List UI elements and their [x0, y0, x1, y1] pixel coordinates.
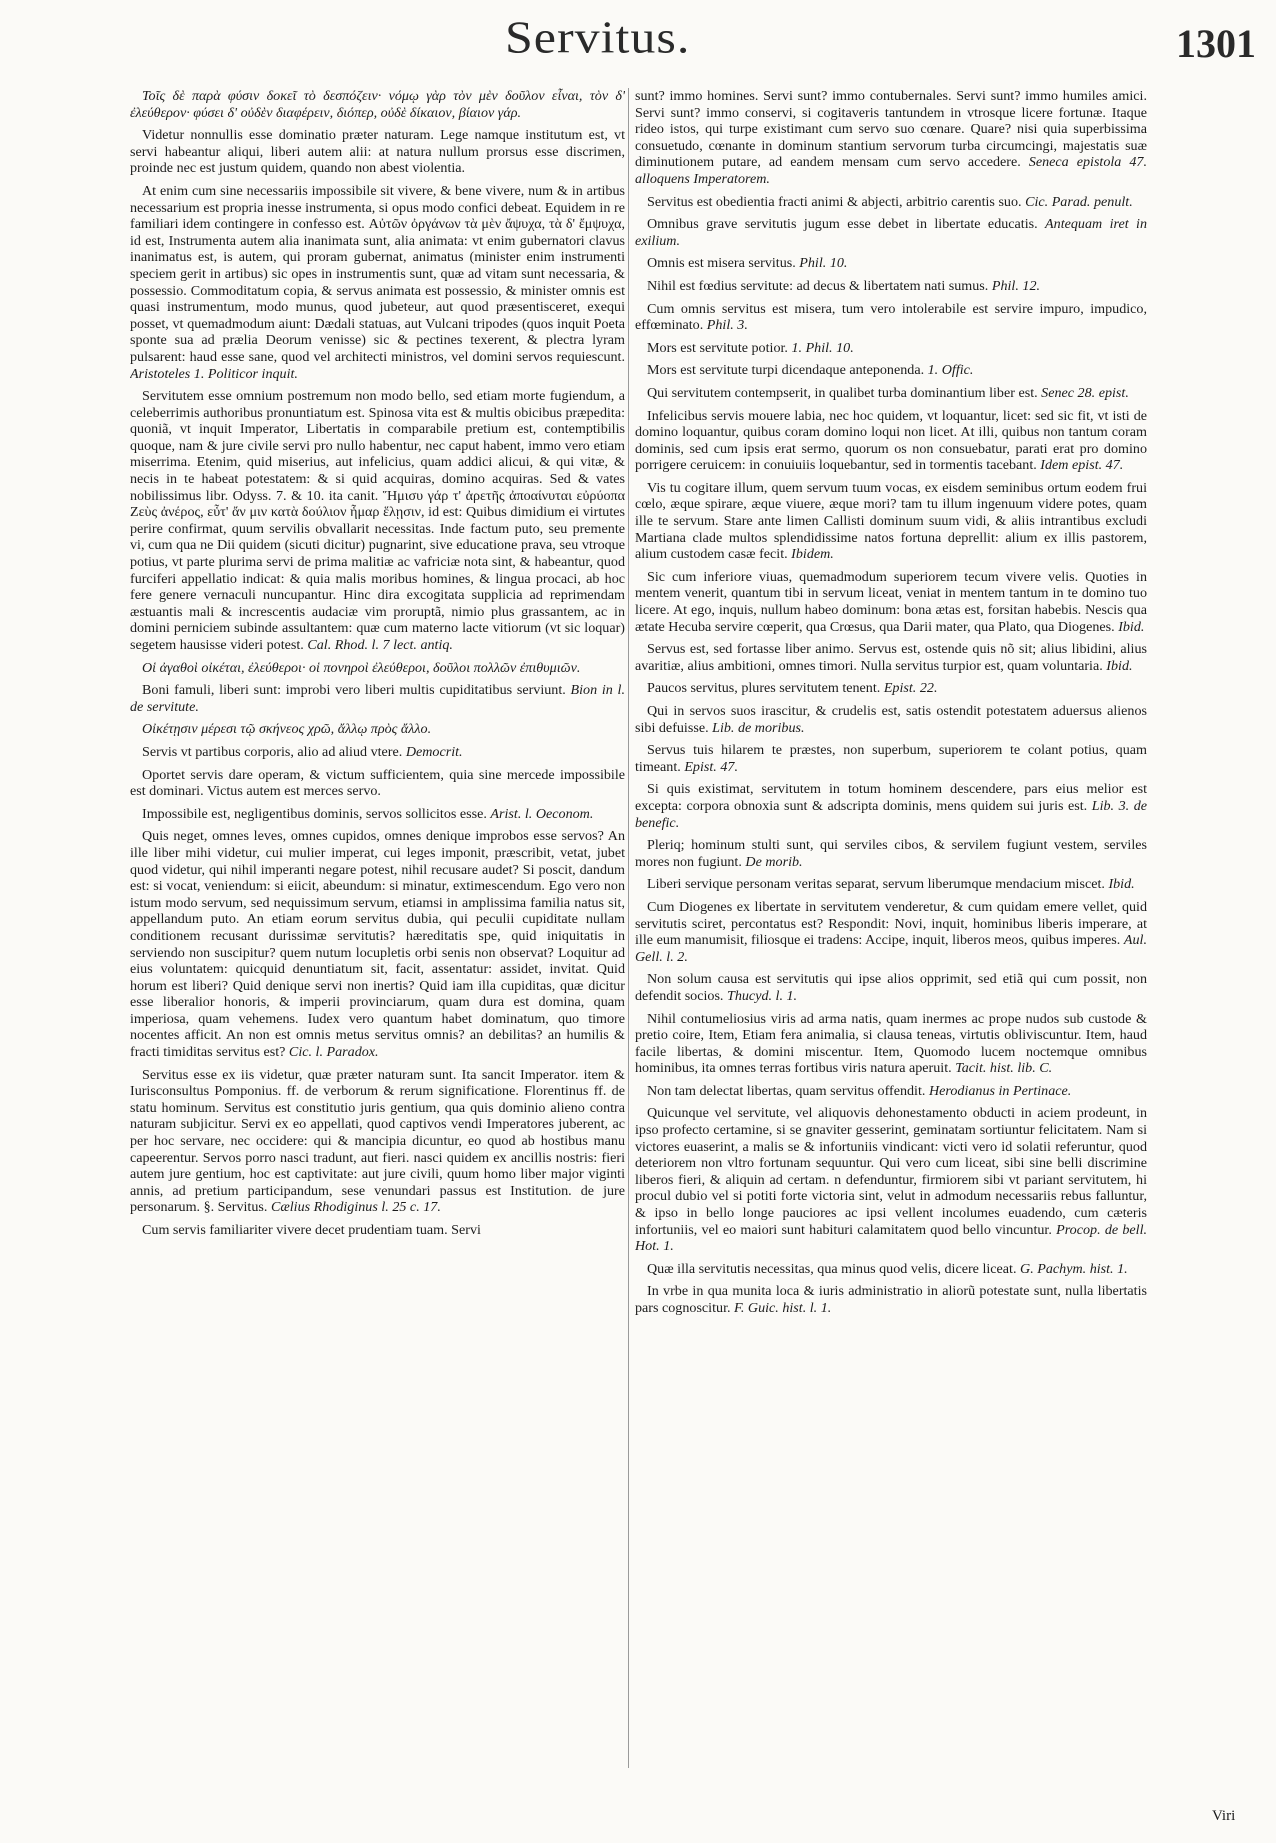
text-entry [635, 781, 1147, 831]
text-entry [635, 703, 1147, 736]
entry-text: Cum omnis servitus est misera, tum vero intolerabile est servire impuro, impudico, effœminato. [635, 300, 1147, 334]
text-entry [130, 744, 625, 761]
entry-text: Οἰκέτῃσιν μέρεσι τῷ σκήνεος χρῶ, ἄλλῳ πρὸς ἄλλο. [142, 721, 432, 738]
entry-source: Epist. 47. [684, 758, 738, 775]
entry-text: Mors est servitute turpi dicendaque anteponenda. [647, 362, 925, 379]
text-entry [635, 569, 1147, 635]
text-entry [635, 899, 1147, 965]
column-divider [628, 88, 629, 1768]
entry-text: Servis vt partibus corporis, alio ad aliud vtere. [142, 743, 403, 760]
entry-text: Qui servitutem contempserit, in qualibet turba dominantium liber est. [647, 384, 1038, 401]
text-entry [130, 721, 625, 738]
entry-text: At enim cum sine necessariis impossibile sit vivere, & bene vivere, num & in artibus necessarium est propria inesse instrumenta, si opus modo confici debeat. Equidem in re familiari idem contingere in confesso est. Αὐτῶν ὀργάνων τὰ μὲν ἄψυχα, τὰ δ' ἔμψυχα, id est, Instrumenta autem alia inanimata sunt, alia animata: vt enim gubernatori clavus inanimatus est, is autem, qui proram gubernat, animatus (minister enim instrumenti speciem gerit in artibus) sic opes in instrumentis sunt, quæ ad vitam sunt necessaria, & possessio. Commoditatum copia, & servus animata est possessio, & minister omnis est quasi instrumentum, modo munus, quod jubeteur, aut quod præsentisceret, exequi posset, vt quemadmodum aiunt: Dædali statuas, aut Vulcani tripodes (quos inquit Poeta sponte sua ad prælia Deorum venisse) sic & pectines texerent, & plectra lyram pulsarent: haud esse sane, quod vel architecti ministros, vel domini servos requiescunt. [130, 182, 625, 365]
entry-source: Tacit. hist. lib. C. [955, 1060, 1053, 1077]
entry-text: Infelicibus servis mouere labia, nec hoc quidem, vt loquantur, licet: sed sic fit, vt isti de domino loquantur, quibus coram domino loqui non licet. At illi, quibus non tantum coram dominis, sed cum ipsis erat sermo, quorum os non consuebatur, parati erat pro domino porrigere ceruicem: in conuiuiis loquebantur, sed in tormentis tacebant. [635, 407, 1147, 474]
catchword: Viri [1212, 1808, 1236, 1824]
text-entry [635, 278, 1147, 295]
text-entry [635, 194, 1147, 211]
entry-text: Non solum causa est servitutis qui ipse alios opprimit, sed etiã qui cum possit, non defendit socios. [635, 971, 1147, 1004]
entry-source: Aul. Gell. l. 2. [635, 932, 1147, 965]
entry-text: Liberi servique personam veritas separat, servum liberumque mendacium miscet. [647, 876, 1105, 893]
text-entry [130, 88, 625, 121]
text-entry [635, 680, 1147, 697]
entry-text: Paucos servitus, plures servitutem tenent. [647, 680, 881, 697]
text-entry [635, 742, 1147, 775]
entry-text: Si quis existimat, servitutem in totum hominem descendere, pars eius melior est excepta: corpora obnoxia sunt & adscripta dominis, mens quidem sui juris est. [635, 781, 1147, 814]
entry-source: 1. Offic. [927, 362, 974, 379]
entry-source: G. Pachym. hist. 1. [1020, 1260, 1128, 1277]
entry-source: 1. Phil. 10. [791, 339, 854, 356]
entry-text: Pleriq; hominum stulti sunt, qui serviles cibos, & servilem fugiunt vestem, serviles mores non fugiunt. [635, 837, 1147, 870]
text-entry [130, 1067, 625, 1216]
entry-text: Impossibile est, negligentibus dominis, servos sollicitos esse. [142, 805, 487, 822]
entry-source: Phil. 10. [799, 255, 848, 272]
text-entry [130, 1222, 625, 1239]
entry-text: Cum Diogenes ex libertate in servitutem venderetur, & cum quidam emere vellet, quid servitutis sciret, percontatus est? Respondit: Novi, inquit, hominibus liberis imperare, at ille eum manumisit, filiosque ei tradens: Accipe, inquit, liberos meos, quibus imperes. [635, 898, 1147, 949]
text-entry [130, 828, 625, 1060]
text-entry [635, 216, 1147, 249]
text-entry [635, 876, 1147, 893]
entry-source: Lib. de moribus. [712, 719, 805, 736]
entry-text: Sic cum inferiore viuas, quemadmodum superiorem tecum vivere velis. Quoties in mentem venerit, quantum tibi in servum liceat, veniat in mentem tantum in te domino tuo licere. At ego, inquis, nullum habeo dominum: bona ætas est, forsitan habebis. Nescis qua ætate Hecuba servire cœperit, qua Crœsus, qua Darii mater, qua Plato, qua Diogenes. [635, 568, 1147, 635]
text-entry [130, 127, 625, 177]
entry-source: Democrit. [405, 743, 463, 760]
entry-text: Videtur nonnullis esse dominatio præter naturam. Lege namque institutum est, vt servi habeantur aliqui, liberi autem alii: at natura nullum prorsus esse discrimen, proinde nec est justum quidem, quando non abest violentia. [130, 127, 625, 177]
entry-text: Nihil est fœdius servitute: ad decus & libertatem nati sumus. [647, 277, 989, 294]
entry-source: Ibid. [1106, 657, 1133, 674]
entry-source: F. Guic. hist. l. 1. [734, 1300, 832, 1316]
text-entry [635, 408, 1147, 474]
page-header [0, 8, 1276, 78]
entry-text: Quicunque vel servitute, vel aliquovis dehonestamento obducti in aciem prodeunt, in ipso profecto certamine, si se gnaviter gesserint, geminatam sortiuntur felicitatem. Nam si victores euaserint, a malis se & infortuniis vindicant: victi vero id solatii referuntur, quod deteriorem non vltro fortunam sequuntur. Qui vero cum liceat, sibi sine belli discrimine liberos fieri, & aliquin ad certam. n defenduntur, firmiorem sibi vt pariant servitutem, hi procul dubio vel si potiti forte victoria sint, velut in admodum necessariis rebus falluntur, & ipso in bello longe pauciores ac ipsi vellent incolumes euadendo, cum cæteris infortuniis, vel eo maiori sunt habituri calamitatem quod bello vincuntur. [635, 1105, 1147, 1238]
text-entry [635, 971, 1147, 1004]
entry-text: Οἱ ἀγαθοὶ οἰκέται, ἐλεύθεροι· οἱ πονηροὶ ἐλεύθεροι, δοῦλοι πολλῶν ἐπιθυμιῶν. [142, 659, 581, 676]
text-entry [130, 660, 625, 677]
entry-text: Qui in servos suos irascitur, & crudelis est, satis ostendit potestatem aduersus alienos sibi defuisse. [635, 703, 1147, 736]
entry-text: Oportet servis dare operam, & victum sufficientem, quia sine mercede impossibile est dominari. Victus autem est merces servo. [130, 766, 625, 800]
entry-text: sunt? immo homines. Servi sunt? immo contubernales. Servi sunt? immo humiles amici. Servi sunt? immo conservi, si cogitaveris tantundem in vtrosque licere fortunæ. Itaque rideo istos, qui turpe existimant cum servo suo cœnare. Quare? nisi quia superbissima consuetudo, cœnante in dominum stantium servorum turba circumcingi, majestatis suæ diminutionem putare, ad eandem mensam cum servo accedere. [635, 88, 1147, 171]
entry-text: Nihil contumeliosius viris ad arma natis, quam inermes ac prope nudos sub custode & pretio coire, Item, Etiam fera animalia, si clausa teneas, virtutis obliviscuntur. Item, haud facile libertas, & domini miscentur. Item, Quomodo lucem noctemque omnibus hominibus, ita omnes terras fortibus viris natura aperuit. [635, 1010, 1147, 1077]
entry-text: Servitutem esse omnium postremum non modo bello, sed etiam morte fugiendum, a celeberrimis authoribus pronuntiatum est. Spinosa vita est & multis obicibus præpedita: quoniã, vt inquit Imperator, Libertatis in comparabile pretium est, contemptibilis quoque, nam & jure civile servi pro nullo habentur, nec caput habent, immo vero etiam miserrima. Etenim, quid miserius, aut infelicius, quam addici alicui, & qui vitæ, & necis in te habeat potestatem: & si quid acquiras, domino acquiras. Sed & vates nobilissimus libr. Odyss. 7. & 10. ita canit. Ἥμισυ γάρ τ' ἀρετῆς ἀποαίνυται εὐρύοπα Ζεὺς ἀνέρος, εὖτ' ἄν μιν κατὰ δούλιον ἦμαρ ἕλῃσιν, id est: Quibus dimidium ei virtutes perire confirmat, quum servilis obvallarit necessitas. Inde factum puto, seu premente vi, cum qua ne Dii quidem (sicuti dicitur) pugnarint, sive educatione prava, seu vtroque potius, vt parte plurima servi de prima malitiæ ac vafriciæ nota sint, & habeantur, quod furciferi appellatio indicat: & quia malis moribus homines, & lingua procaci, ab hoc fere genere vernaculi nuncupantur. Hinc dira excogitata supplicia ad reprimendam æstuantis mali & increscentis audaciæ vim proruptã, nimio plus grassantem, ac in domini perniciem subinde assultantem: quæ cum materno lacte vitiorum (vt sic loquar) segetem hausisse videri potest. [130, 388, 625, 653]
entry-source: Phil. 3. [706, 317, 748, 334]
text-entry [130, 388, 625, 654]
entry-source: Bion in l. de servitute. [130, 682, 625, 715]
entry-source: Ibid. [1108, 876, 1135, 893]
page-number: 1301 [1176, 21, 1256, 66]
text-entry [635, 480, 1147, 563]
entry-source: Antequam iret in exilium. [635, 216, 1147, 249]
entry-source: Lib. 3. de benefic. [635, 797, 1147, 831]
entry-source: Herodianus in Pertinace. [928, 1082, 1072, 1099]
running-title: Servitus. [505, 11, 691, 63]
entry-text: Non tam delectat libertas, quam servitus offendit. [647, 1082, 926, 1099]
entry-text: Boni famuli, liberi sunt: improbi vero liberi multis cupiditatibus serviunt. [142, 682, 566, 699]
entry-source: Cælius Rhodiginus l. 25 c. 17. [270, 1199, 441, 1216]
text-entry [635, 362, 1147, 379]
entry-source: De morib. [745, 853, 803, 870]
text-entry [635, 88, 1147, 188]
text-entry [635, 837, 1147, 870]
entry-source: Procop. de bell. Hot. 1. [635, 1221, 1147, 1255]
text-entry [130, 806, 625, 823]
text-entry [130, 183, 625, 382]
text-entry [635, 385, 1147, 402]
entry-source: Cal. Rhod. l. 7 lect. antiq. [307, 637, 453, 653]
entry-text: Servitus esse ex iis videtur, quæ præter naturam sunt. Ita sancit Imperator. item & Iurisconsultus Pomponius. ff. de verborum & rerum significatione. Florentinus ff. de statu hominum. Servitus est constitutio juris gentium, qua quis dominio alieno contra naturam subjicitur. Servi ex eo appellati, quod captivos vendi Imperatores juberent, ac per hoc servare, nec occidere: qui & mancipia dicuntur, eo quod ab hostibus manu capeerentur. Servos porro nasci tradunt, aut fieri. nasci quidem ex ancillis nostris: fieri autem jure gentium, hoc est captivitate: aut jure civili, quum homo liber major viginti annis, ad pretium participandum, sese venundari passus est Institution. de jure personarum. §. Servitus. [130, 1066, 625, 1216]
text-entry [635, 1261, 1147, 1278]
entry-text: Cum servis familiariter vivere decet prudentiam tuam. Servi [142, 1222, 481, 1238]
entry-text: Vis tu cogitare illum, quem servum tuum vocas, ex eisdem seminibus ortum eodem frui cœlo, æque spirare, æque viuere, æque mori? tam tu illum ingenuum videre potes, quam ille te servum. Stare ante limen Callisti dominum suum vidi, & aliis intrantibus excludi Martiana clade multos splendidissime natos fortuna deprellit: alium ex illis pastorem, alium custodem casæ fecit. [635, 479, 1147, 563]
entry-source: Phil. 12. [991, 277, 1041, 294]
text-entry [130, 767, 625, 800]
entry-source: Cic. l. Paradox. [288, 1044, 379, 1061]
entry-text: Τοῖς δὲ παρὰ φύσιν δοκεῖ τὸ δεσπόζειν· νόμῳ γὰρ τὸν μὲν δοῦλον εἶναι, τὸν δ' ἐλεύθερον· φύσει δ' οὐδὲν διαφέρειν, διόπερ, οὐδὲ δίκαιον, βίαιον γάρ. [130, 88, 625, 121]
text-entry [635, 1283, 1147, 1316]
entry-source: Seneca epistola 47. alloquens Imperatorem. [635, 154, 1147, 187]
entry-text: In vrbe in qua munita loca & iuris administratio in aliorũ potestate sunt, nulla libertatis pars cognoscitur. [635, 1283, 1147, 1316]
entry-text: Quis neget, omnes leves, omnes cupidos, omnes denique improbos esse servos? An ille liber mihi videtur, cui mulier imperat, cui leges imponit, præscribit, vetat, jubet quod videtur, qui nihil imperanti negare potest, nihil recusare audet? Si poscit, dandum est: si vocat, veniendum: si eiicit, abeundum: si minatur, extimescendum. Ego vero non istum modo servum, sed nequissimum servum, etiamsi in amplissima familia natus sit, appellandum puto. An etiam eorum servitus dubia, qui peculii cupiditate nullam conditionem recusant durissimæ servitutis? hæreditatis spe, quid iniquitatis in serviendo non suscipitur? quem nutum locupletis orbi senis non observat? Loquitur ad eius voluntatem: quicquid denuntiatum sit, facit, assentatur: assidet, invitat. Quid horum est liberi? Quid denique servi non inertis? Quid iam illa cupiditas, quæ dicitur esse liberalior honoris, & imperii provinciarum, quam dura est domina, quam imperiosa, quam vehemens. Iudex vero quantum habet dominatum, quo timore nocentes afficit. An non est omnis metus servitus omnis? an debilitas? an humilis & fracti timiditas servitus est? [130, 828, 625, 1061]
entry-text: Servus tuis hilarem te præstes, non superbum, superiorem te colant potius, quam timeant. [635, 742, 1147, 775]
entry-source: Senec 28. epist. [1041, 384, 1129, 401]
text-entry [635, 1105, 1147, 1254]
entry-source: Ibidem. [791, 546, 834, 563]
entry-text: Servitus est obedientia fracti animi & abjecti, arbitrio carentis suo. [647, 193, 1022, 210]
entry-source: Arist. l. Oeconom. [490, 805, 594, 822]
entry-source: Thucyd. l. 1. [727, 987, 798, 1004]
text-entry [635, 340, 1147, 357]
left-column [130, 88, 625, 1808]
entry-text: Omnibus grave servitutis jugum esse debet in libertate educatis. [647, 216, 1038, 233]
entry-source: Idem epist. 47. [1040, 457, 1124, 474]
text-entry [635, 1083, 1147, 1100]
entry-source: Cic. Parad. penult. [1025, 193, 1133, 210]
entry-text: Quæ illa servitutis necessitas, qua minus quod velis, dicere liceat. [647, 1260, 1017, 1277]
entry-source: Aristoteles 1. Politicor inquit. [130, 365, 298, 382]
text-entry [130, 682, 625, 715]
entry-source: Epist. 22. [883, 680, 938, 697]
text-entry [635, 641, 1147, 674]
entry-text: Mors est servitute potior. [647, 339, 788, 356]
text-entry [635, 255, 1147, 272]
text-entry [635, 301, 1147, 334]
entry-source: Ibid. [1118, 618, 1145, 635]
text-entry [635, 1011, 1147, 1077]
entry-text: Omnis est misera servitus. [647, 255, 796, 272]
entry-text: Servus est, sed fortasse liber animo. Servus est, ostende quis nõ sit; alius libidini, alius avaritiæ, alius ambitioni, omnes timori. Nulla servitus turpior est, quam voluntaria. [635, 641, 1147, 674]
right-column [635, 88, 1147, 1808]
